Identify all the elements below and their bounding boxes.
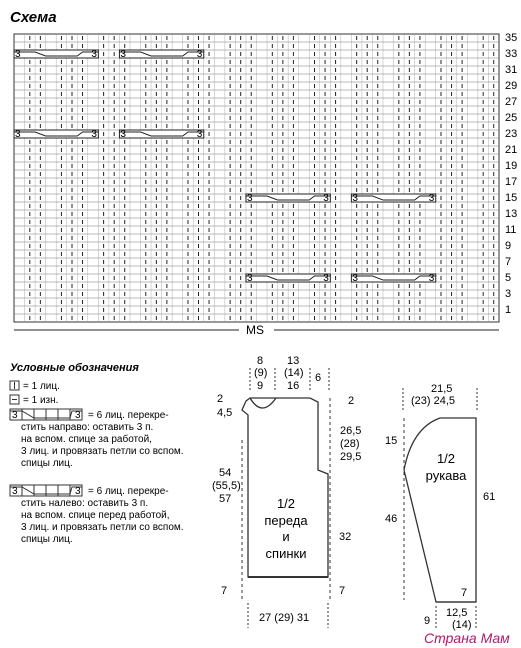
- svg-text:7: 7: [461, 587, 468, 599]
- svg-text:(28): (28): [340, 438, 360, 450]
- svg-text:спинки: спинки: [265, 546, 307, 561]
- sleeve-pattern: [385, 383, 495, 631]
- svg-text:(14): (14): [452, 619, 472, 631]
- svg-text:8: 8: [257, 355, 264, 367]
- cable-cross: [351, 274, 435, 282]
- body-pattern: [212, 355, 361, 628]
- cable-count-label: 3: [323, 273, 329, 284]
- cable-count-label: 3: [15, 49, 21, 60]
- svg-text:2: 2: [217, 393, 224, 405]
- legend-cross-left-line3: на вспом. спице перед работой,: [21, 510, 170, 521]
- cable-cross: [246, 194, 330, 202]
- row-label: 5: [505, 272, 512, 285]
- ms-label: MS: [246, 323, 264, 337]
- row-label: 35: [505, 32, 518, 45]
- legend-cross-left-line4: 3 лиц. и провязать петли со вспом.: [21, 522, 184, 533]
- row-label: 1: [505, 304, 512, 317]
- legend-cross-right-line2: стить направо: оставить 3 п.: [21, 422, 154, 433]
- row-label: 17: [505, 176, 518, 189]
- svg-text:7: 7: [339, 585, 346, 597]
- cable-cross: [246, 274, 330, 282]
- svg-text:3: 3: [75, 410, 81, 421]
- row-label: 3: [505, 288, 512, 301]
- row-label: 15: [505, 192, 518, 205]
- svg-text:3: 3: [12, 486, 18, 497]
- row-label: 13: [505, 208, 518, 221]
- cable-count-label: 3: [120, 49, 126, 60]
- svg-text:61: 61: [483, 491, 496, 503]
- svg-text:переда: переда: [264, 513, 308, 528]
- svg-text:21,5: 21,5: [431, 383, 453, 395]
- svg-text:9: 9: [257, 380, 264, 392]
- svg-text:27 (29) 31: 27 (29) 31: [259, 612, 310, 624]
- legend: [10, 362, 184, 545]
- cable-count-label: 3: [196, 49, 203, 60]
- svg-text:и: и: [282, 529, 290, 544]
- row-label: 23: [505, 128, 518, 141]
- cable-count-label: 3: [428, 273, 435, 284]
- cable-count-label: 3: [196, 129, 203, 140]
- cross-left-symbol-icon: [10, 485, 82, 497]
- cross-right-symbol-icon: [10, 409, 82, 421]
- cable-count-label: 3: [91, 129, 97, 140]
- row-label: 11: [505, 224, 517, 237]
- cable-count-label: 3: [428, 193, 435, 204]
- svg-text:4,5: 4,5: [217, 407, 233, 419]
- svg-text:13: 13: [287, 355, 300, 367]
- svg-text:57: 57: [219, 493, 232, 505]
- svg-text:32: 32: [339, 531, 352, 543]
- svg-text:2: 2: [348, 395, 355, 407]
- svg-text:9: 9: [424, 615, 431, 627]
- cable-cross: [119, 50, 203, 58]
- legend-purl: = 1 изн.: [23, 395, 59, 406]
- page-title: Схема: [10, 9, 57, 26]
- svg-text:(23) 24,5: (23) 24,5: [411, 395, 456, 407]
- legend-cross-right-line5: спицы лиц.: [21, 458, 73, 469]
- row-label: 9: [505, 240, 512, 253]
- row-label: 27: [505, 96, 518, 109]
- watermark: Страна Мам: [424, 630, 510, 646]
- legend-cross-right-line1: = 6 лиц. перекре-: [88, 410, 169, 421]
- cable-count-label: 3: [246, 273, 253, 284]
- cable-count-label: 3: [352, 273, 358, 284]
- svg-text:(9): (9): [254, 367, 268, 379]
- legend-cross-left-line2: стить налево: оставить 3 п.: [21, 498, 149, 509]
- cable-cross: [119, 130, 203, 138]
- svg-text:15: 15: [385, 435, 398, 447]
- legend-cross-left-line1: = 6 лиц. перекре-: [88, 486, 169, 497]
- legend-cross-right-line4: 3 лиц. и провязать петли со вспом.: [21, 446, 184, 457]
- cable-cross: [351, 194, 435, 202]
- stitch-chart: [14, 32, 517, 337]
- row-label: 25: [505, 112, 518, 125]
- row-label: 31: [505, 64, 518, 77]
- svg-text:12,5: 12,5: [446, 607, 468, 619]
- row-label: 19: [505, 160, 518, 173]
- row-label: 33: [505, 48, 518, 61]
- svg-text:16: 16: [287, 380, 300, 392]
- svg-text:(55,5): (55,5): [212, 480, 241, 492]
- svg-text:3: 3: [12, 410, 18, 421]
- cable-count-label: 3: [91, 49, 97, 60]
- svg-text:54: 54: [219, 467, 232, 479]
- legend-title: Условные обозначения: [10, 362, 139, 374]
- cable-count-label: 3: [120, 129, 126, 140]
- svg-text:1/2: 1/2: [436, 451, 456, 466]
- legend-cross-left-line5: спицы лиц.: [21, 534, 73, 545]
- svg-text:46: 46: [385, 513, 398, 525]
- legend-cross-right-line3: на вспом. спице за работой,: [21, 434, 152, 445]
- cable-count-label: 3: [323, 193, 329, 204]
- svg-text:рукава: рукава: [425, 468, 467, 483]
- cable-count-label: 3: [352, 193, 358, 204]
- row-label: 21: [505, 144, 518, 157]
- svg-text:6: 6: [315, 372, 322, 384]
- row-label: 7: [505, 256, 512, 269]
- svg-text:29,5: 29,5: [340, 451, 362, 463]
- cable-cross: [14, 50, 98, 58]
- svg-text:1/2: 1/2: [276, 496, 296, 511]
- legend-knit: = 1 лиц.: [23, 381, 60, 392]
- row-label: 29: [505, 80, 518, 93]
- cable-count-label: 3: [246, 193, 253, 204]
- cable-cross: [14, 130, 98, 138]
- svg-text:26,5: 26,5: [340, 425, 362, 437]
- svg-text:3: 3: [75, 486, 81, 497]
- svg-text:(14): (14): [284, 367, 304, 379]
- svg-text:7: 7: [221, 585, 228, 597]
- cable-count-label: 3: [15, 129, 21, 140]
